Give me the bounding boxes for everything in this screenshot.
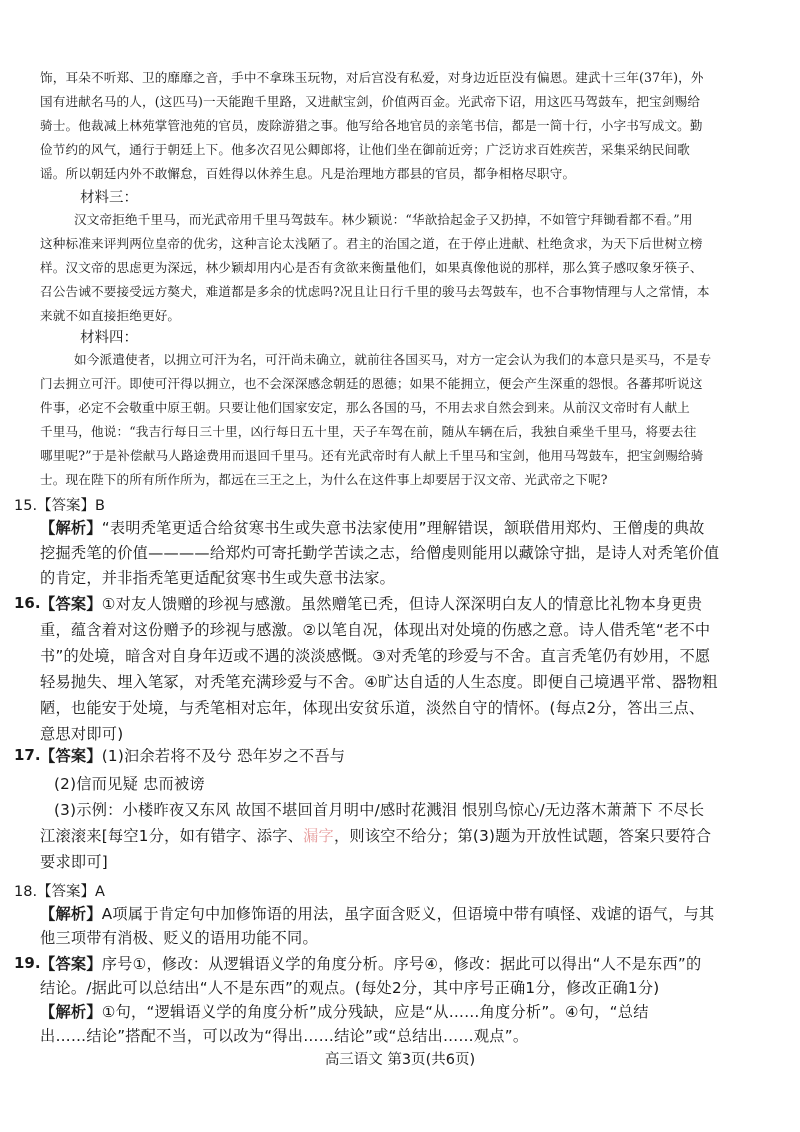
material3-line: 这种标准来评判两位皇帝的优劣，这种言论太浅陋了。君主的治国之道，在于停止进献、杜绝贪求，为天下后世树立榜 xyxy=(40,236,703,251)
material2-line: 俭节约的风气，通行于朝廷上下。他多次召见公卿郎将，让他们坐在御前近旁；广泛访求百姓疾苦，采集采纳民间歌 xyxy=(40,142,690,157)
material2-line: 谣。所以朝廷内外不敢懈怠，百姓得以休养生息。凡是治理地方郡县的官员，都争相格尽职守。 xyxy=(40,166,576,181)
answer-text: ①对友人馈赠的珍视与感激。虽然赠笔已秃，但诗人深深明白友人的情意比礼物本身更贵 xyxy=(101,595,703,613)
material3-line: 召公告诫不要接受远方獒犬，难道都是多余的忧虑吗?况且让日行千里的骏马去驾鼓车，也不合事物情理与人之常情，本 xyxy=(40,284,710,299)
material3-heading: 材料三： xyxy=(80,190,138,206)
q19-line xyxy=(40,952,774,978)
q15-analysis-line: 的肯定，并非指秃笔更适配贫寒书生或失意书法家。 xyxy=(40,569,396,587)
q19-line: 结论。/据此可以总结出“人不是东西”的观点。(每处2分，其中序号正确1分，修改正确1分) xyxy=(40,979,660,997)
analysis-tag: 【解析】 xyxy=(40,905,102,923)
q19-analysis-line: 出……结论”搭配不当，可以改为“得出……结论”或“总结出……观点”。 xyxy=(40,1027,529,1045)
q16-line: 书”的处境，暗含对自身年迈或不遇的淡淡感慨。③对秃笔的珍爱与不舍。直言秃笔仍有妙用，不愿 xyxy=(40,647,711,665)
analysis-tag: 【解析】 xyxy=(40,519,102,537)
material2-line: 国有进献名马的人，(这匹马)一天能跑千里路，又进献宝剑，价值两百金。光武帝下诏，用这匹马驾鼓车，把宝剑赐给 xyxy=(40,94,701,109)
material4-line: 士。现在陛下的所有所作所为，都远在三王之上，为什么在这件事上却要居于汉文帝、光武帝之下呢? xyxy=(40,472,608,487)
q17-number: 17. xyxy=(14,746,41,764)
q19-analysis-line xyxy=(40,1000,774,1026)
material3-line: 汉文帝拒绝千里马，而光武帝用千里马驾鼓车。林少颖说：“华歆拾起金子又扔掉，不如管宁拜锄看都不看。”用 xyxy=(74,212,693,227)
material2-line: 饰，耳朵不听郑、卫的靡靡之音，手中不拿珠玉玩物，对后宫没有私爱，对身边近臣没有偏恩。建武十三年(37年)，外 xyxy=(40,70,704,85)
material3-line: 样。汉文帝的思虑更为深远，林少颖却用内心是否有贪欲来衡量他们，如果真像他说的那样，那么箕子感叹象牙筷子、 xyxy=(40,260,703,275)
q17-line: (2)信而见疑 忠而被谤 xyxy=(54,775,205,793)
material4-line: 如今派遣使者，以拥立可汗为名，可汗尚未确立，就前往各国买马，对方一定会认为我们的本意只是买马，不是专 xyxy=(74,352,712,367)
answer-tag: 【答案】 xyxy=(40,595,102,613)
answer-tag: 【答案】 xyxy=(40,747,102,765)
analysis-text: A项属于肯定句中加修饰语的用法，虽字面含贬义，但语境中带有嗔怪、戏谑的语气，与其 xyxy=(101,905,715,923)
material4-line: 哪里呢?”于是补偿献马人路途费用而退回千里马。还有光武帝时有人献上千里马和宝剑，他用马驾鼓车，把宝剑赐给骑 xyxy=(40,448,704,463)
q18-analysis-line: 他三项带有消极、贬义的语用功能不同。 xyxy=(40,929,318,947)
q17-line xyxy=(40,744,774,770)
q18-answer: 18.【答案】A xyxy=(14,884,105,900)
material2-line: 骑士。他裁减上林苑掌管池苑的官员，废除游猎之事。他写给各地官员的亲笔书信，都是一简十行，小字书写成文。勤 xyxy=(40,118,703,133)
material4-line: 千里马，他说：“我吉行每日三十里，凶行每日五十里，天子车驾在前，随从车辆在后，我独自乘坐千里马，将要去往 xyxy=(40,424,697,439)
q17-line: 要求即可] xyxy=(40,853,108,871)
material4-line: 件事，必定不会敬重中原王朝。只要让他们国家安定，那么各国的马，不用去求自然会到来。从前汉文帝时有人献上 xyxy=(40,400,690,415)
answer-text: 序号①，修改：从逻辑语义学的角度分析。序号④，修改：据此可以得出“人不是东西”的 xyxy=(101,955,702,973)
page-footer: 高三语文 第3页(共6页) xyxy=(324,1052,476,1068)
q16-line: 意思对即可) xyxy=(40,725,124,743)
q16-line: 陋，也能安于处境，与秃笔相对忘年，体现出安贫乐道，淡然自守的情怀。(每点2分，答出三点、 xyxy=(40,699,705,717)
q16-line xyxy=(40,592,774,618)
analysis-text: ①句，“逻辑语义学的角度分析”成分残缺，应是“从……角度分析”。④句，“总结 xyxy=(101,1003,649,1021)
material3-line: 来就不如直接拒绝更好。 xyxy=(40,308,181,323)
analysis-text: “表明秃笔更适合给贫寒书生或失意书法家使用”理解错误，颔联借用郑灼、王僧虔的典故 xyxy=(101,519,705,537)
q16-line: 重，蕴含着对这份赠予的珍视与感激。②以笔自况，体现出对处境的伤感之意。诗人借秃笔“老不中 xyxy=(40,621,711,639)
material4-heading: 材料四： xyxy=(80,330,138,346)
analysis-tag: 【解析】 xyxy=(40,1003,102,1021)
q15-analysis-line xyxy=(40,516,774,542)
q17-text: ，则该空不给分；第(3)题为开放性试题，答案只要符合 xyxy=(333,827,712,845)
q15-analysis-line: 挖掘秃笔的价值————给郑灼可寄托勤学苦读之志，给僧虔则能用以藏馀守拙，是诗人对秃笔价值 xyxy=(40,544,720,562)
q16-number: 16. xyxy=(14,594,41,612)
red-stamp-text: 漏字 xyxy=(303,827,334,845)
q17-line xyxy=(40,824,774,850)
material4-line: 门去拥立可汗。即使可汗得以拥立，也不会深深感念朝廷的恩德；如果不能拥立，便会产生深重的怨恨。各蕃邦听说这 xyxy=(40,376,703,391)
q15-answer: 15.【答案】B xyxy=(14,498,106,514)
q19-number: 19. xyxy=(14,954,41,972)
answer-text: (1)汩余若将不及兮 恐年岁之不吾与 xyxy=(101,747,346,765)
q18-analysis-line xyxy=(40,902,774,928)
q16-line: 轻易抛失、埋入笔冢，对秃笔充满珍爱与不舍。④旷达自适的人生态度。即便自己境遇平常、器物粗 xyxy=(40,673,718,691)
answer-tag: 【答案】 xyxy=(40,955,102,973)
q17-line: (3)示例：小楼昨夜又东风 故国不堪回首月明中/感时花溅泪 恨别鸟惊心/无边落木萧萧下 不尽长 xyxy=(54,801,705,819)
q17-text: 江滚滚来[每空1分，如有错字、添字、 xyxy=(40,827,304,845)
